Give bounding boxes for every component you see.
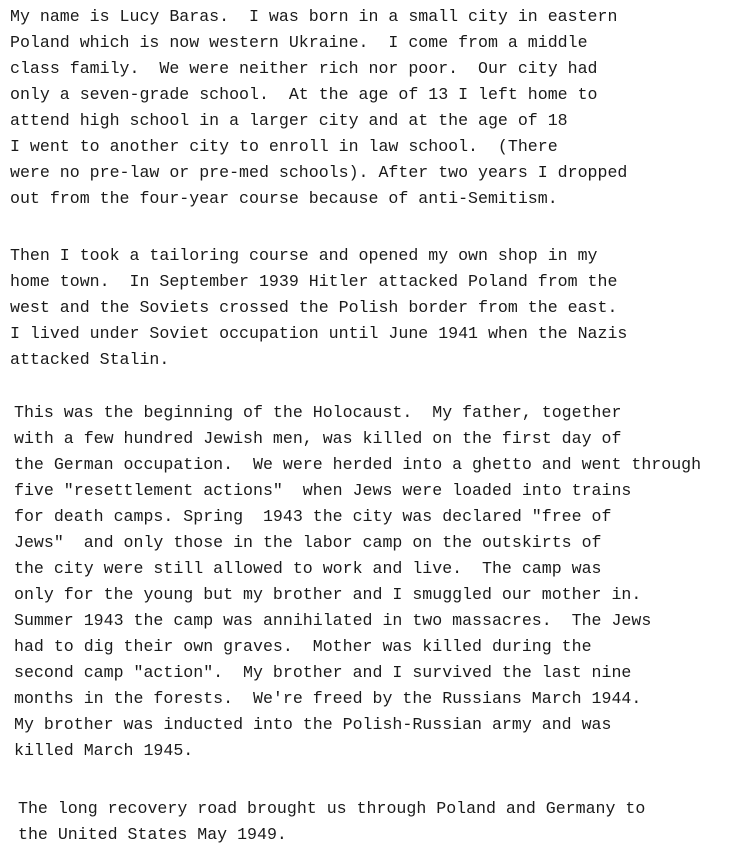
text-line: the German occupation. We were herded into a ghetto and went through (14, 455, 702, 474)
text-line: home town. In September 1939 Hitler attacked Poland from the (10, 272, 618, 291)
text-line: only a seven-grade school. At the age of 13 I left home to (10, 85, 598, 104)
text-line: killed March 1945. (14, 741, 194, 760)
text-line: class family. We were neither rich nor poor. Our city had (10, 59, 598, 78)
text-line: had to dig their own graves. Mother was killed during the (14, 637, 592, 656)
text-line: Then I took a tailoring course and opened my own shop in my (10, 246, 598, 265)
text-line: with a few hundred Jewish men, was killed on the first day of (14, 429, 622, 448)
text-line: I lived under Soviet occupation until June 1941 when the Nazis (10, 324, 628, 343)
text-line: My brother was inducted into the Polish-Russian army and was (14, 715, 612, 734)
text-line: for death camps. Spring 1943 the city was declared "free of (14, 507, 612, 526)
text-line: west and the Soviets crossed the Polish border from the east. (10, 298, 618, 317)
text-line: attend high school in a larger city and at the age of 18 (10, 111, 568, 130)
text-line: months in the forests. We're freed by the Russians March 1944. (14, 689, 642, 708)
text-line: This was the beginning of the Holocaust. My father, together (14, 403, 622, 422)
text-line: the city were still allowed to work and live. The camp was (14, 559, 602, 578)
text-line: My name is Lucy Baras. I was born in a small city in eastern (10, 7, 618, 26)
text-line: the United States May 1949. (18, 825, 287, 844)
text-line: Summer 1943 the camp was annihilated in two massacres. The Jews (14, 611, 652, 630)
text-line: were no pre-law or pre-med schools). After two years I dropped (10, 163, 628, 182)
text-line: out from the four-year course because of anti-Semitism. (10, 189, 558, 208)
paragraph-tailoring-and-war (10, 243, 627, 373)
text-line: I went to another city to enroll in law school. (There (10, 137, 558, 156)
text-line: attacked Stalin. (10, 350, 170, 369)
text-line: five "resettlement actions" when Jews were loaded into trains (14, 481, 632, 500)
paragraph-early-life (10, 4, 627, 212)
text-line: second camp "action". My brother and I survived the last nine (14, 663, 632, 682)
paragraph-recovery (18, 796, 645, 848)
text-line: Poland which is now western Ukraine. I come from a middle (10, 33, 588, 52)
text-line: Jews" and only those in the labor camp on the outskirts of (14, 533, 602, 552)
paragraph-holocaust (14, 400, 701, 764)
text-line: only for the young but my brother and I smuggled our mother in. (14, 585, 642, 604)
text-line: The long recovery road brought us through Poland and Germany to (18, 799, 646, 818)
